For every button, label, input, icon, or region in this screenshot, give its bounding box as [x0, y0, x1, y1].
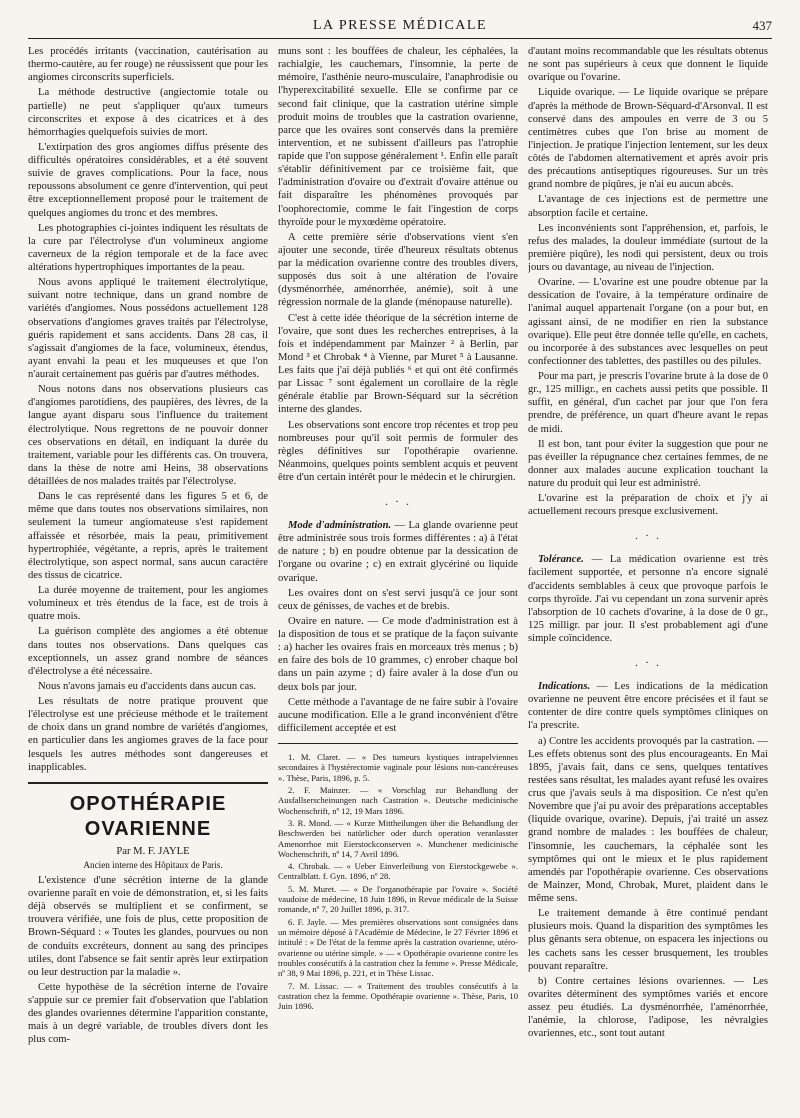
paragraph: Cette méthode a l'avantage de ne faire subir à l'ovaire aucune modification. Elle a le grand inconvénient d'être difficilement acceptée et est: [278, 696, 518, 734]
footnote: 6. F. Jayle. — Mes premières observations sont consignées dans un mémoire déposé à l'Académie de Médecine, le 27 Février 1896 et intitulé : « De l'état de la femme après la castration ovarienne, utéro-ovarienne ou utérine simple. » — « Opothérapie ovarienne contre les troubles consécutifs à la castration chez la femme ». Presse Médicale, nº 38, 9 Mai 1896, p. 221, et in Thèse Lissac.: [278, 916, 518, 979]
column-3: [528, 45, 768, 1115]
paragraph-text: — Les indications de la médication ovarienne ne peuvent être encore précisées et il faut se contenter de dire contre quels symptômes cliniques on l'a prescrite.: [528, 681, 768, 732]
paragraph: [528, 680, 768, 733]
footnote: 3. R. Mond. — « Kurze Mittheilungen über die Behandlung der Beschwerden bei natürlicher oder durch operation veranlasster Amenorrhoe mit Eierstockconserven ». Munchener medicinische Wochenschrift, nº 14, 7 Avril 1896.: [278, 817, 518, 859]
column-1: [28, 45, 268, 1115]
footnote: 7. M. Lissac. — « Traitement des troubles consécutifs à la castration chez la femme. Opothérapie ovarienne ». Thèse, Paris, 10 Juin 1896.: [278, 980, 518, 1012]
paragraph: muns sont : les bouffées de chaleur, les céphalées, la rachialgie, les cauchemars, l'insomnie, la perte de mémoire, l'asthénie neuro-musculaire, l'anaphrodisie ou l'hyperexcitabilité sexuelle. Elle se confirme par ce second fait clinique, que la castration utérine simple produit moins de troubles que la castration ovarienne, parce que les ovaires sont conservés dans la première intervention, et ne subissent d'ailleurs pas l'atrophie rapide que l'on suppose généralement ¹. Enfin elle paraît s'établir définitivement par ce troisième fait, que l'administration d'ovaire ou d'extrait d'ovaire atténue ou fait disparaître les phénomènes provoqués par l'oophorectomie, comme le fait l'ingestion de corps thyroïde pour le myxœdème opératoire.: [278, 46, 518, 228]
journal-title: LA PRESSE MÉDICALE: [312, 18, 487, 33]
footnote: 2. F. Mainzer. — « Vorschlag zur Behandlung der Ausfallserscheinungen nach Castration ». Deutsche medicinische Wochenschrift, nº 12, 19 Mars 1896.: [278, 784, 518, 816]
paragraph: [528, 553, 768, 645]
paragraph: Les procédés irritants (vaccination, cautérisation au thermo-cautère, au fer rouge) ne réussissent que pour les angiomes circonscrits superficiels.: [28, 46, 268, 84]
section-heading: Mode d'administration.: [288, 520, 392, 531]
paragraph: a) Contre les accidents provoqués par la castration. — Les effets obtenus sont des plus encourageants. En Mai 1895, j'avais fait, dans ce sens, quelques tentatives restées sans résultat, les malades ayant refusé les ovaires crus que j'avais seuls à ma disposition. Ce n'est qu'en Novembre que j'ai pu avoir des préparations acceptables (liquide ovarique, ovarine). Depuis, j'ai traité un assez grand nombre de malades : les bouffées de chaleur, l'insomnie, les cauchemars, la céphalée sont les symptômes qui ont le mieux et le plus rapidement amendés par l'opothérapie ovarienne. Ces observations de Mainzer, Mond, Chrobak, Muret, plaident dans le même sens.: [528, 735, 768, 904]
paragraph: Dans le cas représenté dans les figures 5 et 6, de même que dans toutes nos observations similaires, non seulement la tumeur angiomateuse s'est rapidement affaissée et résorbée, mais la peau, primitivement hypertrophiée, végétante, a repris, après le traitement électrolytique, son aspect normal, sans aucun caractère des tissus de cicatrice.: [28, 491, 268, 581]
paragraph: La méthode destructive (angiectomie totale ou partielle) ne peut s'appliquer qu'aux tumeurs circonscrites et expose à des cicatrices et à des hémorrhagies quelquefois suivies de mort.: [28, 87, 268, 138]
paragraph: Ovaire en nature. — Ce mode d'administration est à la disposition de tous et se pratique de la façon suivante : a) hacher les ovaires frais en morceaux très menus ; b) en faire des bols de 10 grammes, c) enrober chaque bol dans un pain azyme ; d) faire avaler à la dose d'un ou deux bols par jour.: [278, 615, 518, 693]
paragraph: Les ovaires dont on s'est servi jusqu'à ce jour sont ceux de génisses, de vaches et de brebis.: [278, 587, 518, 612]
article-title: OPOTHÉRAPIE OVARIENNE: [69, 792, 227, 840]
section-heading: Indications.: [538, 681, 591, 692]
page-header: [28, 16, 772, 39]
paragraph: d'autant moins recommandable que les résultats obtenus ne sont pas supérieurs à ceux que donnent le liquide ovarique ou l'ovarine.: [528, 46, 768, 84]
footnote: 5. M. Muret. — « De l'organothérapie par l'ovaire ». Société vaudoise de médecine, 18 Juin 1896, in Revue médicale de la Suisse romande, nº 7, 20 Juillet 1896, p. 317.: [278, 883, 518, 915]
separator-dots: . · .: [385, 494, 411, 509]
section-heading: Tolérance.: [538, 554, 584, 566]
author-affiliation: Ancien interne des Hôpitaux de Paris.: [83, 860, 223, 871]
paragraph: Les résultats de notre pratique prouvent que l'électrolyse est une précieuse méthode et le traitement de choix dans un grand nombre de variétés d'angiomes, en particulier dans les angiomes graves de la face pour lesquels les autres méthodes sont dangereuses et inapplicables.: [28, 696, 268, 773]
footnote-divider: [278, 743, 518, 744]
paragraph-text: — La médication ovarienne est très facilement supportée, et personne n'a encore signalé d'accidents semblables à ceux que provoque parfois le corps thyroïde. J'ai vu cependant un zona survenir après l'absorption de 10 cachets d'ovarine, à la dose de 0 gr., 125 milligr. par jour. Il s'est probablement agi d'une simple coïncidence.: [528, 554, 768, 644]
paragraph: Cette hypothèse de la sécrétion interne de l'ovaire s'appuie sur ce premier fait d'observation que l'ablation des glandes ovariennes détermine l'apparition constante, mais à un degré variable, de troubles divers dont les plus com-: [28, 981, 268, 1046]
page-number: 437: [752, 18, 772, 33]
paragraph: Les inconvénients sont l'appréhension, et, parfois, le refus des malades, la douleur immédiate (surtout de la première piqûre), les nodi qui persistent, deux ou trois jours ou davantage, au niveau de l'injection.: [528, 222, 768, 273]
column-2: [278, 45, 518, 1115]
paragraph: [278, 519, 518, 585]
paragraph: Nous n'avons jamais eu d'accidents dans aucun cas.: [38, 680, 256, 692]
separator-dots: . · .: [635, 655, 661, 670]
paragraph: Pour ma part, je prescris l'ovarine brute à la dose de 0 gr., 125 milligr., en cachets aussi petits que possible. Il suffit, en général, d'un cachet par jour que l'on fera prendre, de préférence, un quart d'heure avant le repas de midi.: [528, 371, 768, 435]
paragraph: Nous notons dans nos observations plusieurs cas d'angiomes parotidiens, des paupières, des lèvres, de la langue ayant disparu sous l'influence du traitement électrolytique. Nous regrettons de ne pouvoir donner ces observations en détail, en indiquant la durée du traitement, variable pour les différents cas. On trouvera, dans la thèse de notre ami Heins, 38 observations détaillées de nos malades traités par l'électrolyse.: [28, 384, 268, 487]
paragraph: L'ovarine est la préparation de choix et j'y ai actuellement recours presque exclusivement.: [528, 493, 768, 518]
paragraph: La guérison complète des angiomes a été obtenue dans toutes nos observations. Dans quelques cas exceptionnels, un assez grand nombre de séances d'électrolyse a été nécessaire.: [28, 626, 268, 677]
footnote: 1. M. Claret. — « Des tumeurs kystiques intrapelviennes secondaires à l'hystérectomie vaginale pour lésions non-cancéreuses ». Thèse, Paris, 1896, p. 5.: [278, 752, 518, 783]
paragraph: L'existence d'une sécrétion interne de la glande ovarienne paraît en voie de démonstration, et, si les faits déjà observés se multiplient et se confirment, se trouvera vérifiée, une fois de plus, cette proposition de Brown-Séquard : « Toutes les glandes, pourvues ou non de conduits excréteurs, donnent au sang des principes utiles, dont l'absence se fait sentir après leur extirpation ou leur destruction par la maladie ».: [28, 874, 268, 978]
paragraph: C'est à cette idée théorique de la sécrétion interne de l'ovaire, que sont dues les recherches entreprises, à la fois et indépendamment par Mainzer ² à Berlin, par Mond ³ et Chrobak ⁴ à Vienne, par Muret ⁵ à Lausanne. Les faits que j'ai déjà publiés ⁶ et qui ont été confirmés par Lissac ⁷ sont également un corollaire de la règle générale établie par Brown-Séquard sur la sécrétion interne des glandes.: [278, 312, 518, 416]
paragraph: Ovarine. — L'ovarine est une poudre obtenue par la dessication de l'ovaire, à la température ordinaire de l'animal auquel appartenait l'organe (on a pour but, en agissant ainsi, de ne modifier en rien la substance ovarique). Elle peut être donnée telle qu'elle, en cachets, ou incorporée à des substances avec lesquelles on peut confectionner des tablettes, des pastilles ou des pilules.: [528, 277, 768, 367]
paragraph: Liquide ovarique. — Le liquide ovarique se prépare d'après la méthode de Brown-Séquard-d'Arsonval. Il est conservé dans des ampoules en verre de 3 ou 5 centimètres cubes que l'on brise au moment de l'injection. Je pratique l'injection lentement, sur les deux côtés de l'abdomen alternativement et après avoir pris des précautions antiseptiques rigoureuses. Sur un très grand nombre de piqûres, je n'ai eu aucun abcès.: [528, 87, 768, 191]
paragraph: Le traitement demande à être continué pendant plusieurs mois. Quand la disparition des symptômes les plus gênants sera obtenue, on espacera les injections ou les cachets sans les cesser brusquement, les troubles pouvant reparaître.: [528, 908, 768, 972]
paragraph: Nous avons appliqué le traitement électrolytique, suivant notre technique, dans un grand nombre de variétés d'angiomes. Nous possédons actuellement 128 observations d'angiomes graves traités par l'électrolyse, guéris rapidement et sans accidents. Dans 28 cas, il s'agissait d'angiomes de la face, volumineux, étendus, ayant envahi la peau et les muqueuses et que l'on n'aurait certainement pas guéris par d'autres méthodes.: [28, 277, 268, 380]
paragraph: L'extirpation des gros angiomes diffus présente des difficultés opératoires considérables, et a été souvent suivie de graves complications. Pour la face, nous repoussons absolument ce genre d'intervention, qui peut être exceptionnellement proposé pour le traitement de quelques angiomes du tronc et des membres.: [28, 141, 268, 219]
paragraph-text: — La glande ovarienne peut être administrée sous trois formes différentes : a) à l'état de nature ; b) en poudre obtenue par la dessication de l'organe ou ovarine ; c) en extrait glycériné ou liquide ovarique.: [278, 520, 518, 584]
paragraph: Les observations sont encore trop récentes et trop peu nombreuses pour qu'il soit permis de formuler des règles définitives sur l'opothérapie ovarienne. Néanmoins, quelques points semblent acquis et peuvent être d'un certain intérêt pour le médecin et le chirurgien.: [278, 419, 518, 483]
paragraph: A cette première série d'observations vient s'en ajouter une seconde, tirée d'heureux résultats obtenus par la médication ovarienne contre des troubles divers, supposés dus soit à une altération de l'ovaire (dysménorrhée, aménorrhée, anémie), soit à une régression normale de la glande (ménopause naturelle).: [278, 231, 518, 309]
footnote: 4. Chrobak. — « Ueber Einverleibung von Eierstockgewebe ». Centralblatt. f. Gyn. 1896, nº 28.: [278, 861, 518, 882]
paragraph: b) Contre certaines lésions ovariennes. — Les ovarites déterminent des symptômes variés et encore assez peu étudiés. La dysménorrhée, l'aménorrhée, l'anémie, la chlorose, l'adipose, les névralgies ovariennes, etc., sont tout autant: [528, 975, 768, 1040]
paragraph: Il est bon, tant pour éviter la suggestion que pour ne pas éveiller la répugnance chez certaines femmes, de ne donner aux malades aucune explication touchant la nature du produit qui leur est administré.: [528, 438, 768, 489]
paragraph: La durée moyenne de traitement, pour les angiomes volumineux et très étendus de la face, est de trois à quatre mois.: [28, 585, 268, 623]
columns: [28, 45, 772, 1115]
section-divider: [28, 782, 268, 784]
paragraph: L'avantage de ces injections est de permettre une absorption facile et certaine.: [528, 194, 768, 219]
paragraph: Les photographies ci-jointes indiquent les résultats de la cure par l'électrolyse d'un volumineux angiome caverneux de la région temporale et de la face avec altérations hypertrophiques importantes de la peau.: [28, 222, 268, 273]
separator-dots: . · .: [635, 528, 661, 543]
article-byline: Par M. F. JAYLE: [116, 846, 190, 858]
